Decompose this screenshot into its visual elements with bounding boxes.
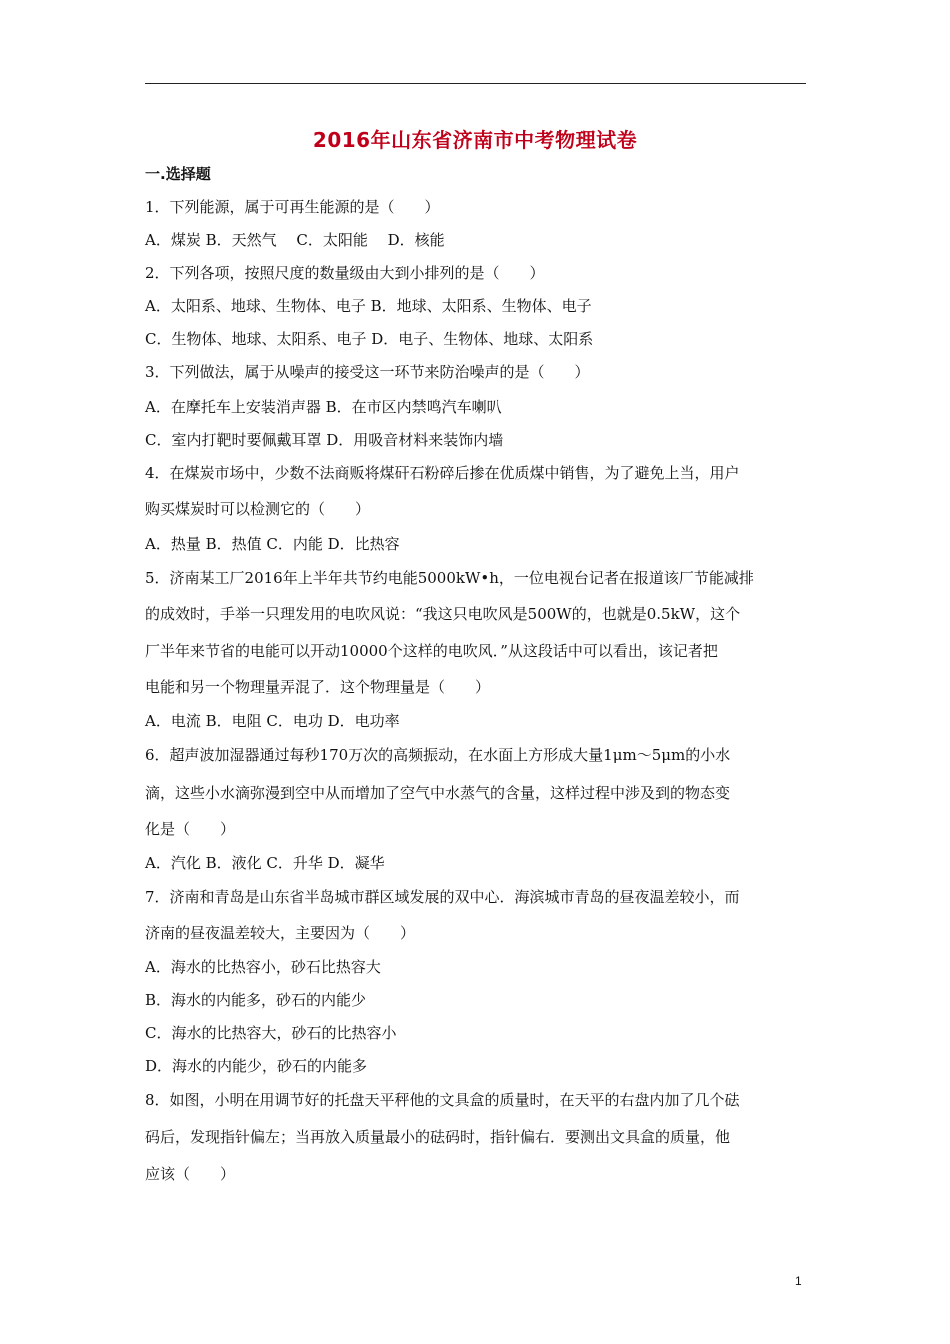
option-line: A．海水的比热容小，砂石比热容大 bbox=[145, 958, 381, 976]
option-line: C．室内打靶时要佩戴耳罩 D．用吸音材料来装饰内墙 bbox=[145, 431, 504, 449]
option-line: A．在摩托车上安装消声器 B．在市区内禁鸣汽车喇叭 bbox=[145, 398, 502, 416]
option-line: A．热量 B．热值 C．内能 D．比热容 bbox=[145, 535, 400, 553]
question-line: 电能和另一个物理量弄混了．这个物理量是（ ） bbox=[145, 678, 491, 696]
option-line: A．煤炭 B．天然气 C．太阳能 D．核能 bbox=[145, 231, 445, 249]
page-title: 2016年山东省济南市中考物理试卷 bbox=[312, 128, 638, 152]
header-rule bbox=[145, 83, 806, 84]
question-line: 1．下列能源，属于可再生能源的是（ ） bbox=[145, 198, 440, 216]
option-line: C．海水的比热容大，砂石的比热容小 bbox=[145, 1024, 397, 1042]
question-line: 购买煤炭时可以检测它的（ ） bbox=[145, 500, 371, 518]
question-line: 7．济南和青岛是山东省半岛城市群区域发展的双中心．海滨城市青岛的昼夜温差较小，而 bbox=[145, 888, 740, 906]
section-heading: 一.选择题 bbox=[145, 165, 211, 183]
question-line: 6．超声波加湿器通过每秒170万次的高频振动，在水面上方形成大量1μm～5μm的小水 bbox=[145, 746, 731, 764]
option-line: B．海水的内能多，砂石的内能少 bbox=[145, 991, 367, 1009]
option-line: A．汽化 B．液化 C．升华 D．凝华 bbox=[145, 854, 385, 872]
option-line: C．生物体、地球、太阳系、电子 D．电子、生物体、地球、太阳系 bbox=[145, 330, 594, 348]
question-line: 厂半年来节省的电能可以开动10000个这样的电吹风．”从这段话中可以看出，该记者把 bbox=[145, 642, 718, 660]
question-line: 滴，这些小水滴弥漫到空中从而增加了空气中水蒸气的含量，这样过程中涉及到的物态变 bbox=[145, 784, 731, 802]
question-line: 2．下列各项，按照尺度的数量级由大到小排列的是（ ） bbox=[145, 264, 545, 282]
question-line: 5．济南某工厂2016年上半年共节约电能5000kW•h，一位电视台记者在报道该厂节能减排 bbox=[145, 569, 754, 587]
option-line: A．电流 B．电阻 C．电功 D．电功率 bbox=[145, 712, 400, 730]
question-line: 4．在煤炭市场中，少数不法商贩将煤矸石粉碎后掺在优质煤中销售，为了避免上当，用户 bbox=[145, 464, 740, 482]
question-line: 化是（ ） bbox=[145, 820, 236, 838]
question-line: 的成效时，手举一只理发用的电吹风说：“我这只电吹风是500W的，也就是0.5kW，这个 bbox=[145, 605, 741, 623]
question-line: 济南的昼夜温差较大，主要因为（ ） bbox=[145, 924, 416, 942]
option-line: A．太阳系、地球、生物体、电子 B．地球、太阳系、生物体、电子 bbox=[145, 297, 592, 315]
question-line: 码后，发现指针偏左；当再放入质量最小的砝码时，指针偏右．要测出文具盒的质量，他 bbox=[145, 1128, 731, 1146]
option-line: D．海水的内能少，砂石的内能多 bbox=[145, 1057, 368, 1075]
question-line: 应该（ ） bbox=[145, 1165, 236, 1183]
question-line: 8．如图，小明在用调节好的托盘天平秤他的文具盒的质量时，在天平的右盘内加了几个砝 bbox=[145, 1091, 740, 1109]
question-line: 3．下列做法，属于从噪声的接受这一环节来防治噪声的是（ ） bbox=[145, 363, 590, 381]
page-number: 1 bbox=[795, 1274, 802, 1288]
